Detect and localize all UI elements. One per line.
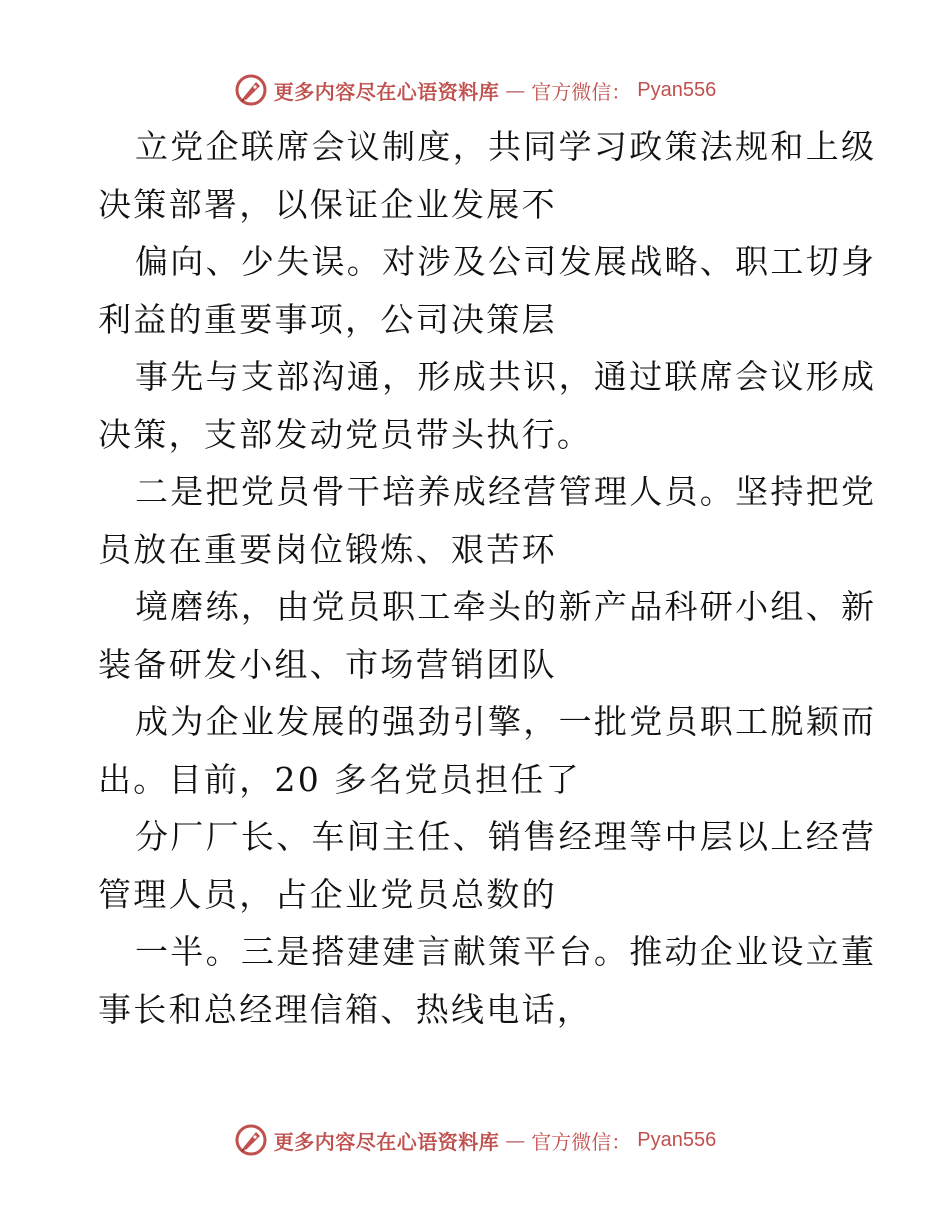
header-wechat-id: Pyan556 bbox=[637, 78, 717, 101]
pen-nib-logo-icon bbox=[234, 73, 268, 107]
footer-banner bbox=[0, 1120, 950, 1160]
body-line: 事先与支部沟通，形成共识，通过联席会议形成 bbox=[135, 357, 877, 396]
body-line: 偏向、少失误。对涉及公司发展战略、职工切身 bbox=[135, 242, 877, 281]
body-line: 事长和总经理信箱、热线电话， bbox=[98, 989, 593, 1029]
body-line: 员放在重要岗位锻炼、艰苦环 bbox=[98, 529, 557, 569]
body-line: 成为企业发展的强劲引擎，一批党员职工脱颖而 bbox=[135, 702, 877, 741]
header-site-text: 更多内容尽在心语资料库 bbox=[273, 79, 500, 104]
footer-wechat-id: Pyan556 bbox=[637, 1128, 717, 1151]
footer-wechat-label: 官方微信： bbox=[531, 1129, 632, 1154]
body-line: 分厂厂长、车间主任、销售经理等中层以上经营 bbox=[135, 817, 877, 856]
body-line: 装备研发小组、市场营销团队 bbox=[98, 644, 557, 684]
header-wechat-label: 官方微信： bbox=[531, 79, 632, 104]
body-line: 一半。三是搭建建言献策平台。推动企业设立董 bbox=[135, 932, 877, 971]
body-line: 出。目前，20 多名党员担任了 bbox=[98, 759, 581, 799]
header-separator: — bbox=[505, 78, 526, 102]
body-line: 境磨练，由党员职工牵头的新产品科研小组、新 bbox=[135, 587, 877, 626]
body-line: 决策，支部发动党员带头执行。 bbox=[98, 414, 593, 454]
body-line: 管理人员，占企业党员总数的 bbox=[98, 874, 557, 914]
body-line: 利益的重要事项，公司决策层 bbox=[98, 299, 557, 339]
header-banner bbox=[0, 70, 950, 110]
pen-nib-logo-icon bbox=[234, 1123, 268, 1157]
body-line: 立党企联席会议制度，共同学习政策法规和上级 bbox=[135, 127, 877, 166]
document-body bbox=[98, 118, 877, 1038]
footer-separator: — bbox=[505, 1128, 526, 1152]
footer-site-text: 更多内容尽在心语资料库 bbox=[273, 1129, 500, 1154]
body-line: 决策部署，以保证企业发展不 bbox=[98, 184, 557, 224]
body-line: 二是把党员骨干培养成经营管理人员。坚持把党 bbox=[135, 472, 877, 511]
